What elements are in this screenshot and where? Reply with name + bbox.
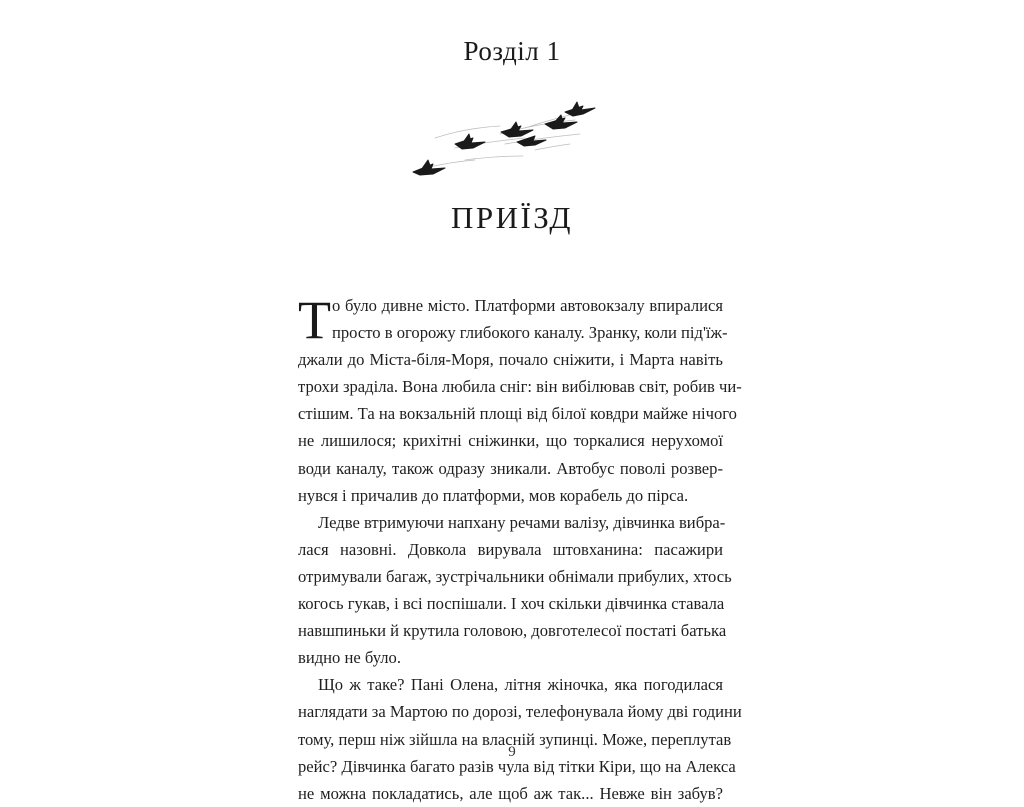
text-line: когось гукав, і всі поспішали. І хоч скільки дівчинка ставала bbox=[298, 594, 725, 614]
text-line: не лишилося; крихітні сніжинки, що торкалися нерухомої bbox=[298, 431, 723, 451]
text-line: наглядати за Мартою по дорозі, телефонувала йому дві години bbox=[298, 702, 742, 722]
text-line: просто в огорожу глибокого каналу. Зранку, коли під'їж- bbox=[332, 323, 728, 343]
text-line: води каналу, також одразу зникали. Автобус поволі розвер- bbox=[298, 458, 723, 478]
text-line: о було дивне місто. Платформи автовокзалу впиралися bbox=[332, 296, 723, 315]
text-line: трохи зраділа. Вона любила сніг: він вибілював світ, робив чи- bbox=[298, 377, 742, 397]
page-number: 9 bbox=[508, 744, 516, 760]
text-line: видно не було. bbox=[298, 648, 401, 668]
text-line: навшпиньки й крутила головою, довготелесої постаті батька bbox=[298, 621, 727, 641]
chapter-label: Розділ 1 bbox=[463, 36, 561, 66]
text-line: стішим. Та на вокзальній площі від білої ковдри майже нічого bbox=[298, 404, 737, 424]
chapter-title: ПРИЇЗД bbox=[450, 200, 574, 235]
text-line: джали до Міста-біля-Моря, почало сніжити, і Марта навіть bbox=[298, 350, 723, 370]
text-line: Що ж таке? Пані Олена, літня жіночка, яка погодилася bbox=[318, 675, 723, 695]
text-line: нувся і причалив до платформи, мов корабель до пірса. bbox=[298, 485, 689, 505]
text-line: Ледве втримуючи напхану речами валізу, дівчинка вибра- bbox=[318, 512, 726, 532]
text-line: лася назовні. Довкола вирувала штовханина: пасажири bbox=[298, 539, 723, 559]
text-line: отримували багаж, зустрічальники обнімали прибулих, хтось bbox=[298, 566, 732, 586]
flying-birds-illustration bbox=[405, 98, 605, 180]
text-line: тому, перш ніж зійшла на власній зупинці. Може, переплутав bbox=[298, 729, 732, 749]
text-line: рейс? Дівчинка багато разів чула від тітки Кіри, що на Алекса bbox=[298, 756, 736, 776]
drop-cap: Т bbox=[298, 290, 331, 350]
text-line: не можна покладатись, але щоб аж так... Невже він забув? bbox=[298, 783, 723, 803]
chapter-body-text bbox=[298, 290, 742, 807]
